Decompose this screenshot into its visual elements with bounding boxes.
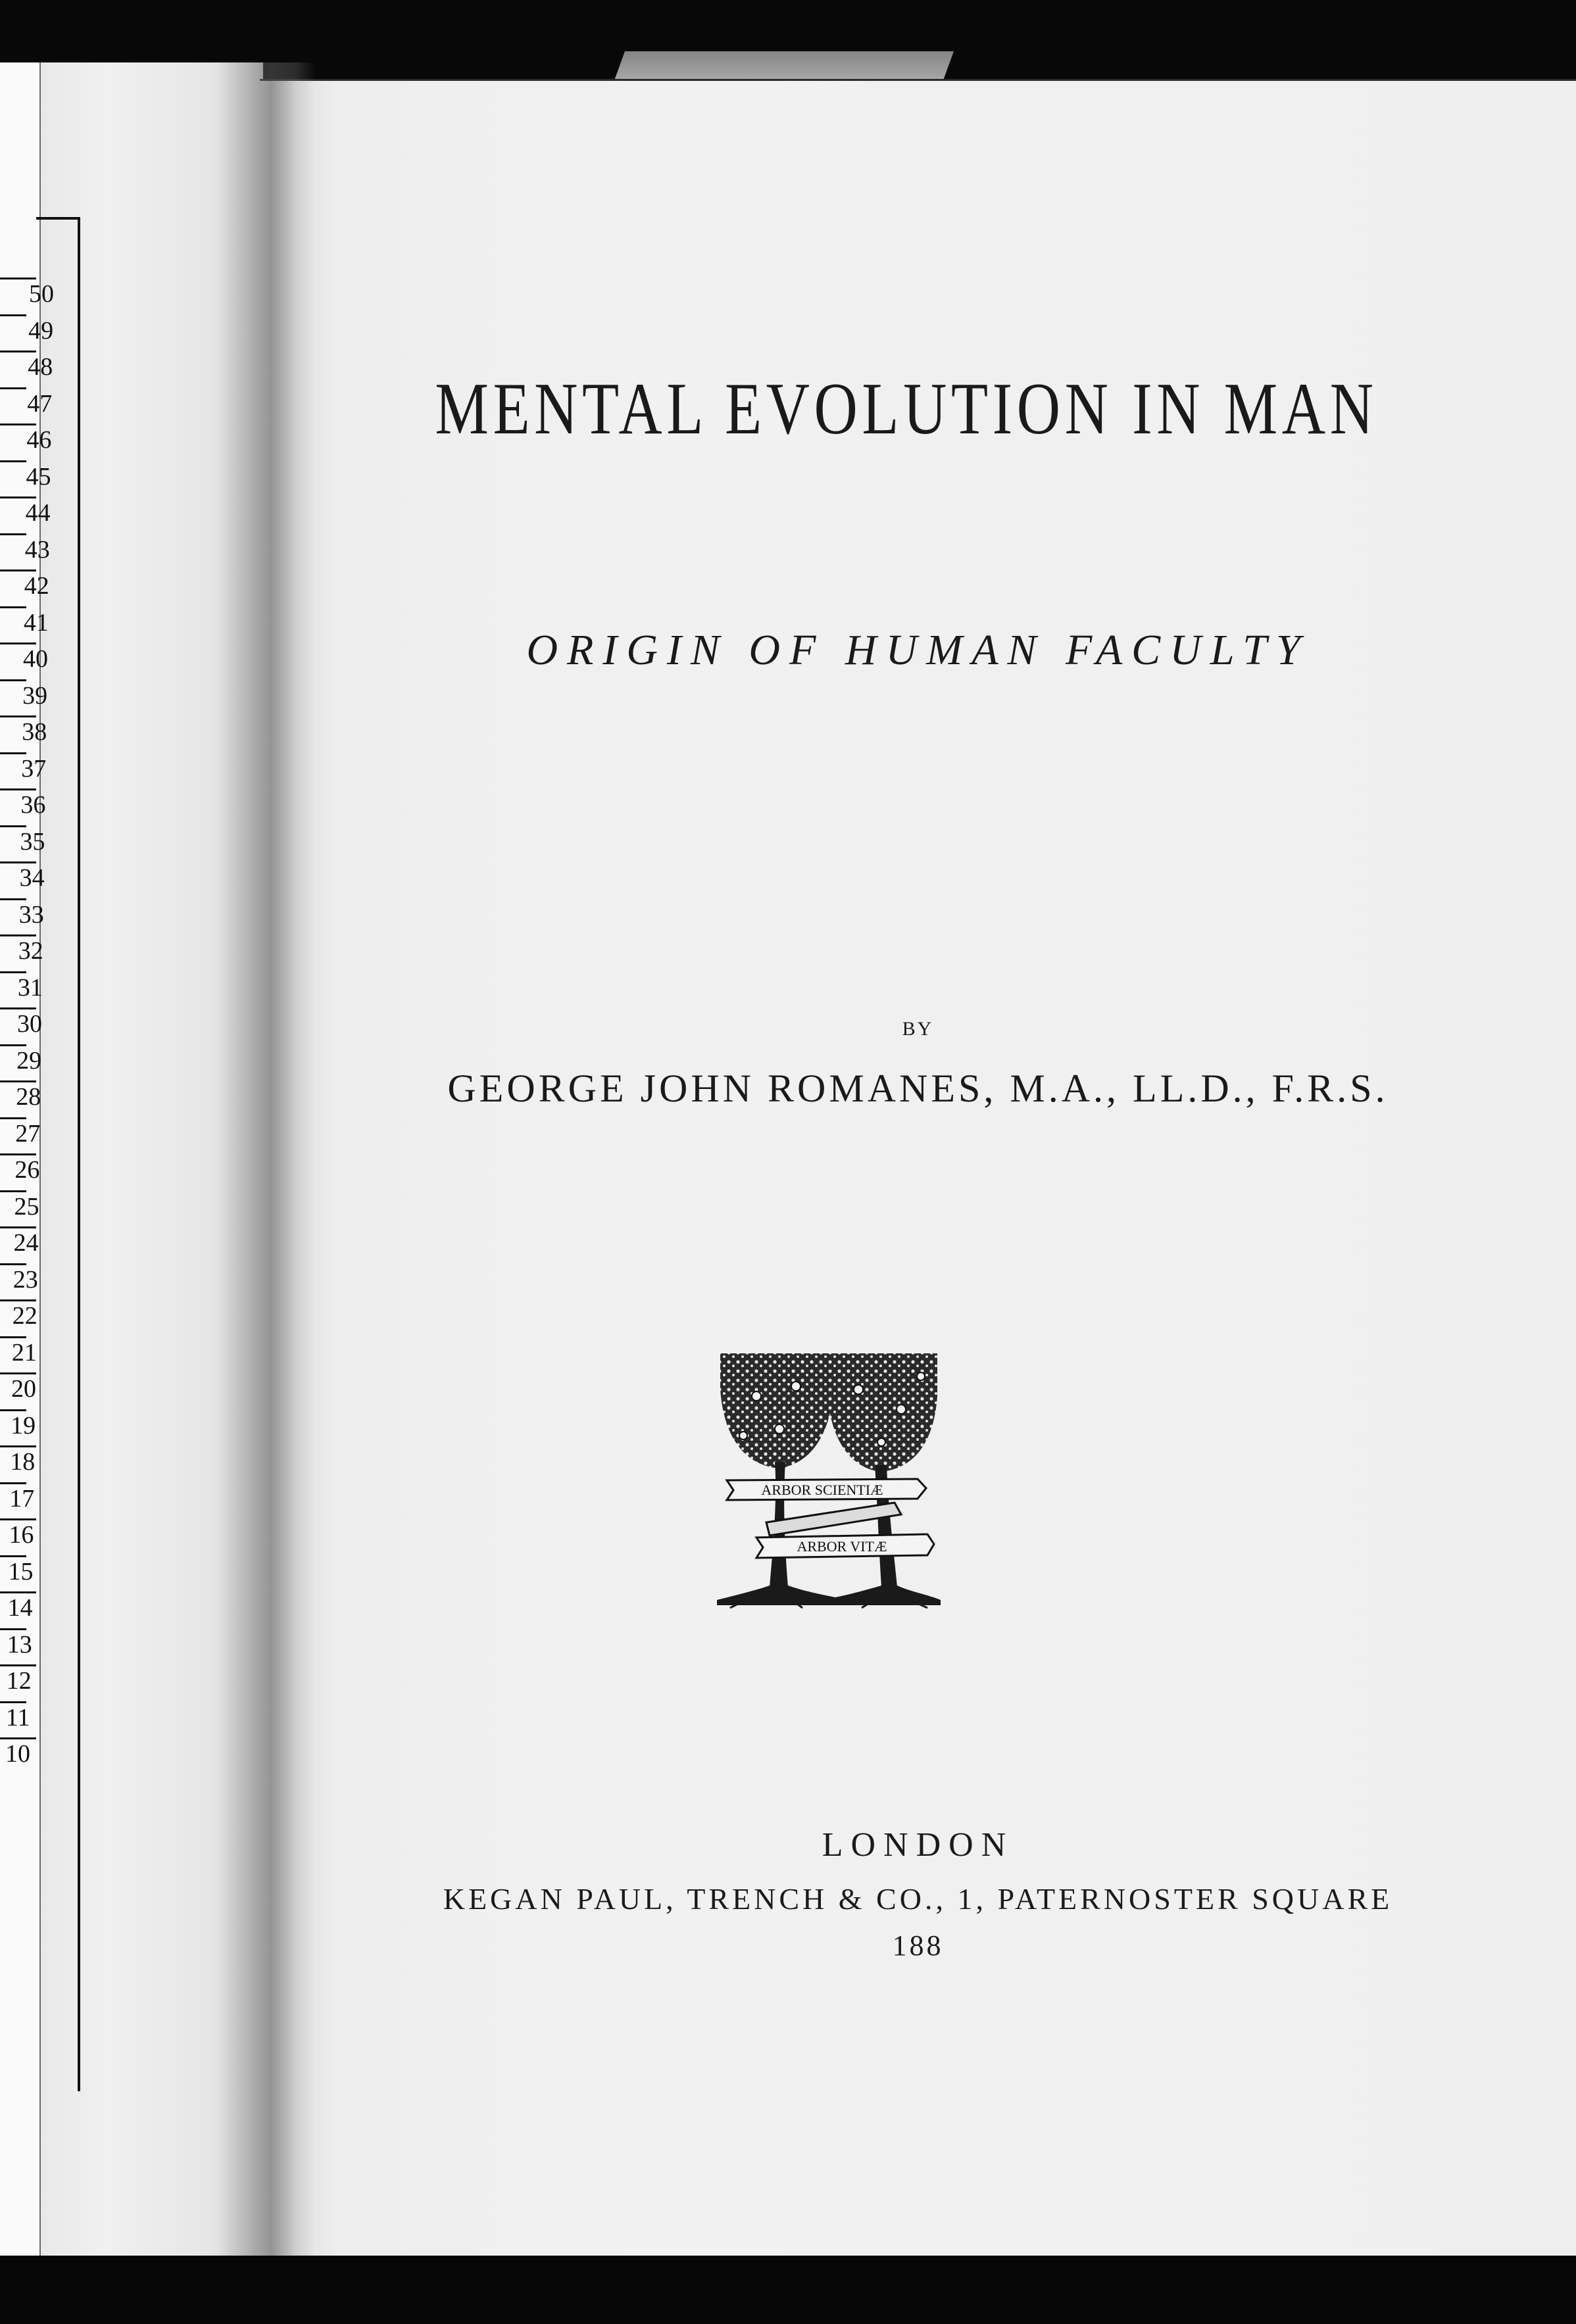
ruler-number: 12 bbox=[6, 1667, 32, 1695]
ruler-tick bbox=[0, 1555, 26, 1557]
ruler-number: 27 bbox=[15, 1119, 41, 1148]
ruler-tick bbox=[0, 351, 36, 352]
ruler-number: 23 bbox=[12, 1265, 38, 1294]
publication-year: 188 bbox=[892, 1929, 944, 1962]
ruler-tick bbox=[0, 314, 26, 316]
ruler-number: 36 bbox=[20, 791, 46, 819]
ruler-tick bbox=[0, 934, 36, 936]
ruler-tick bbox=[0, 1591, 36, 1593]
ruler-tick bbox=[0, 387, 26, 389]
ruler-tick bbox=[0, 533, 26, 535]
ruler-tick bbox=[0, 825, 26, 827]
ruler-tick bbox=[0, 496, 36, 498]
ruler-tick bbox=[0, 1336, 26, 1338]
ruler-tick bbox=[0, 424, 36, 425]
ruler-tick bbox=[0, 1080, 36, 1082]
ruler-number: 40 bbox=[23, 645, 48, 673]
ruler-number: 34 bbox=[19, 864, 45, 892]
ruler-number: 46 bbox=[26, 426, 52, 454]
ruler-number: 25 bbox=[14, 1192, 39, 1221]
publication-place: LONDON bbox=[822, 1826, 1014, 1864]
ruler-tick bbox=[0, 606, 26, 608]
ruler-tick bbox=[0, 1190, 26, 1192]
ruler-number: 33 bbox=[18, 900, 44, 929]
ruler-number: 47 bbox=[27, 389, 53, 418]
ruler-tick bbox=[0, 1737, 36, 1739]
author-name: GEORGE JOHN ROMANES, M.A., LL.D., F.R.S. bbox=[447, 1067, 1389, 1110]
gutter-shadow bbox=[217, 62, 316, 2262]
ruler-number: 49 bbox=[28, 316, 54, 345]
book-title: MENTAL EVOLUTION IN MAN bbox=[435, 368, 1378, 450]
ruler-number: 11 bbox=[5, 1703, 30, 1731]
ruler-tick bbox=[0, 1117, 26, 1119]
ruler-tick bbox=[0, 1701, 26, 1703]
ruler-tick bbox=[0, 1518, 36, 1520]
ruler-tick bbox=[0, 1044, 26, 1046]
ruler-number: 48 bbox=[28, 353, 53, 381]
ruler-tick bbox=[0, 861, 36, 863]
ruler-number: 20 bbox=[11, 1375, 36, 1403]
ruler-number: 45 bbox=[26, 462, 51, 491]
ruler-tick bbox=[0, 1628, 26, 1630]
ruler-number: 13 bbox=[7, 1630, 32, 1658]
ruler-tick bbox=[0, 642, 36, 644]
title-page bbox=[260, 79, 1576, 2271]
ruler-tick bbox=[0, 278, 36, 279]
ruler-number: 32 bbox=[18, 937, 43, 965]
ruler-tick bbox=[0, 1153, 36, 1155]
ruler-number: 19 bbox=[11, 1411, 36, 1440]
ruler-number: 30 bbox=[17, 1010, 42, 1038]
ruler-top-edge bbox=[36, 217, 80, 220]
ruler-number: 41 bbox=[23, 608, 49, 637]
ruler-number: 31 bbox=[17, 973, 43, 1002]
ruler-tick bbox=[0, 971, 26, 973]
ruler-number: 18 bbox=[10, 1448, 36, 1476]
ruler-number: 21 bbox=[11, 1338, 37, 1367]
ruler-number: 43 bbox=[24, 535, 50, 564]
ruler-number: 17 bbox=[9, 1484, 35, 1513]
emblem-upper-banner-text: ARBOR SCIENTIÆ bbox=[761, 1482, 883, 1498]
ruler-number: 42 bbox=[24, 572, 49, 600]
ruler-tick bbox=[0, 1226, 36, 1228]
ruler-number: 10 bbox=[5, 1740, 30, 1768]
ruler-tick bbox=[0, 1445, 36, 1447]
by-label: BY bbox=[902, 1018, 934, 1040]
ruler-number: 35 bbox=[20, 827, 45, 856]
ruler-tick bbox=[0, 460, 26, 462]
printer-device-emblem bbox=[717, 1350, 941, 1613]
ruler-number: 24 bbox=[13, 1229, 39, 1257]
ruler-tick bbox=[0, 1372, 36, 1374]
ruler-number: 22 bbox=[12, 1302, 37, 1330]
scan-bottom-border bbox=[0, 2256, 1576, 2324]
ruler-number: 15 bbox=[8, 1557, 34, 1586]
ruler-number: 29 bbox=[16, 1046, 42, 1075]
ruler-tick bbox=[0, 1409, 26, 1411]
ruler-tick bbox=[0, 569, 36, 571]
ruler-tick bbox=[0, 715, 36, 717]
ruler-tick bbox=[0, 1263, 26, 1265]
ruler-border bbox=[78, 217, 80, 2091]
ruler-number: 14 bbox=[7, 1594, 33, 1622]
ruler-number: 16 bbox=[9, 1521, 34, 1549]
ruler-tick bbox=[0, 752, 26, 754]
ruler-number: 26 bbox=[14, 1156, 40, 1184]
ruler-number: 28 bbox=[16, 1083, 41, 1111]
ruler-number: 50 bbox=[29, 280, 54, 308]
ruler-tick bbox=[0, 788, 36, 790]
ruler-tick bbox=[0, 1482, 26, 1484]
ruler-tick bbox=[0, 1664, 36, 1666]
measurement-ruler bbox=[0, 217, 80, 2091]
ruler-tick bbox=[0, 1299, 36, 1301]
ruler-tick bbox=[0, 898, 26, 900]
ruler-number: 39 bbox=[22, 681, 48, 710]
ruler-number: 44 bbox=[25, 499, 51, 527]
emblem-lower-banner-text: ARBOR VITÆ bbox=[797, 1538, 887, 1555]
ruler-tick bbox=[0, 1007, 36, 1009]
ruler-tick bbox=[0, 679, 26, 681]
ruler-number: 37 bbox=[21, 754, 47, 783]
book-subtitle: ORIGIN OF HUMAN FACULTY bbox=[526, 626, 1310, 674]
publisher-line: KEGAN PAUL, TRENCH & CO., 1, PATERNOSTER SQUARE bbox=[443, 1882, 1393, 1916]
ruler-number: 38 bbox=[22, 718, 47, 746]
